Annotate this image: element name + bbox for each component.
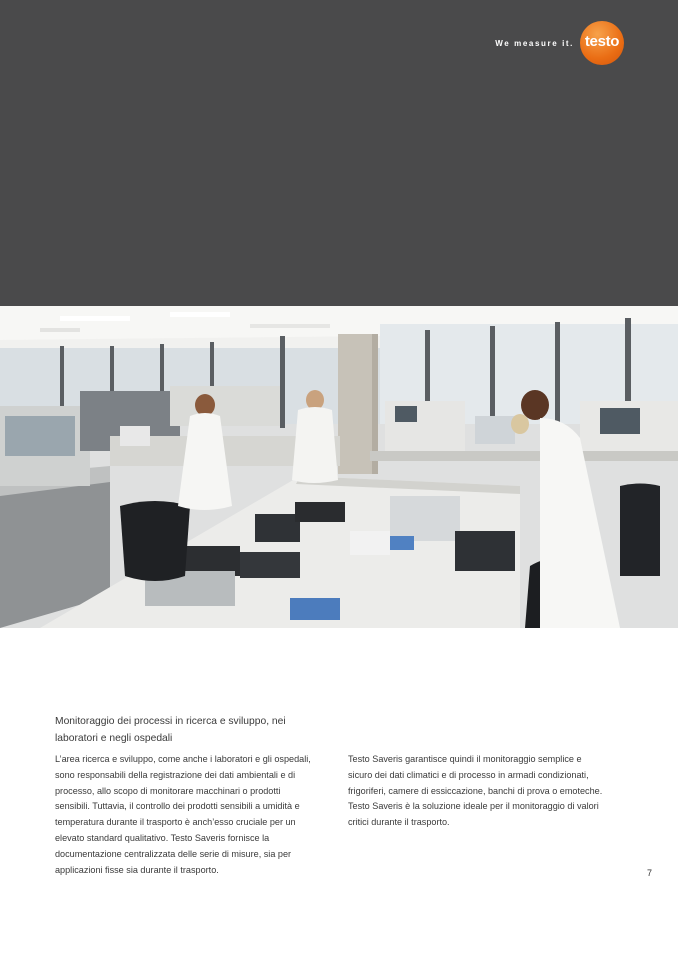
text-line: elevato standard qualitativo. Testo Saveris fornisce la [55, 832, 270, 843]
testo-logo [580, 21, 624, 65]
text-line: sono responsabili della registrazione dei dati ambientali e di [55, 769, 296, 780]
heading-line: laboratori e negli ospedali [55, 733, 173, 744]
left-column [55, 752, 333, 878]
text-line: Testo Saveris è la soluzione ideale per il monitoraggio di valori [348, 801, 599, 812]
brand-tagline: We measure it. [495, 38, 574, 48]
text-line: frigoriferi, camere di essiccazione, banchi di prova o emoteche. [348, 785, 603, 796]
text-line: sensibili. Tuttavia, il controllo dei prodotti sensibili a umidità e [55, 801, 300, 812]
text-line: critici durante il trasporto. [348, 817, 450, 828]
heading-line: Monitoraggio dei processi in ricerca e sviluppo, nei [55, 716, 286, 727]
text-line: Testo Saveris garantisce quindi il monitoraggio semplice e [348, 754, 582, 764]
laboratory-photo [0, 306, 678, 628]
right-column [348, 752, 628, 831]
text-line: processo, allo scopo di monitorare macchinari o prodotti [55, 785, 281, 796]
header-band [0, 0, 678, 306]
text-line: applicazioni fisse sia durante il trasporto. [55, 864, 219, 875]
text-line: documentazione centralizzata delle serie di misure, sia per [55, 848, 292, 859]
text-line: temperatura durante il trasporto è anch’esso cruciale per un [55, 817, 296, 828]
section-heading [55, 713, 335, 747]
brand [495, 21, 624, 65]
logo-text: testo [584, 33, 620, 50]
text-line: L’area ricerca e sviluppo, come anche i laboratori e gli ospedali, [55, 754, 311, 764]
page-number: 7 [647, 868, 653, 878]
text-line: sicuro dei dati climatici e di processo in armadi condizionati, [348, 769, 589, 780]
